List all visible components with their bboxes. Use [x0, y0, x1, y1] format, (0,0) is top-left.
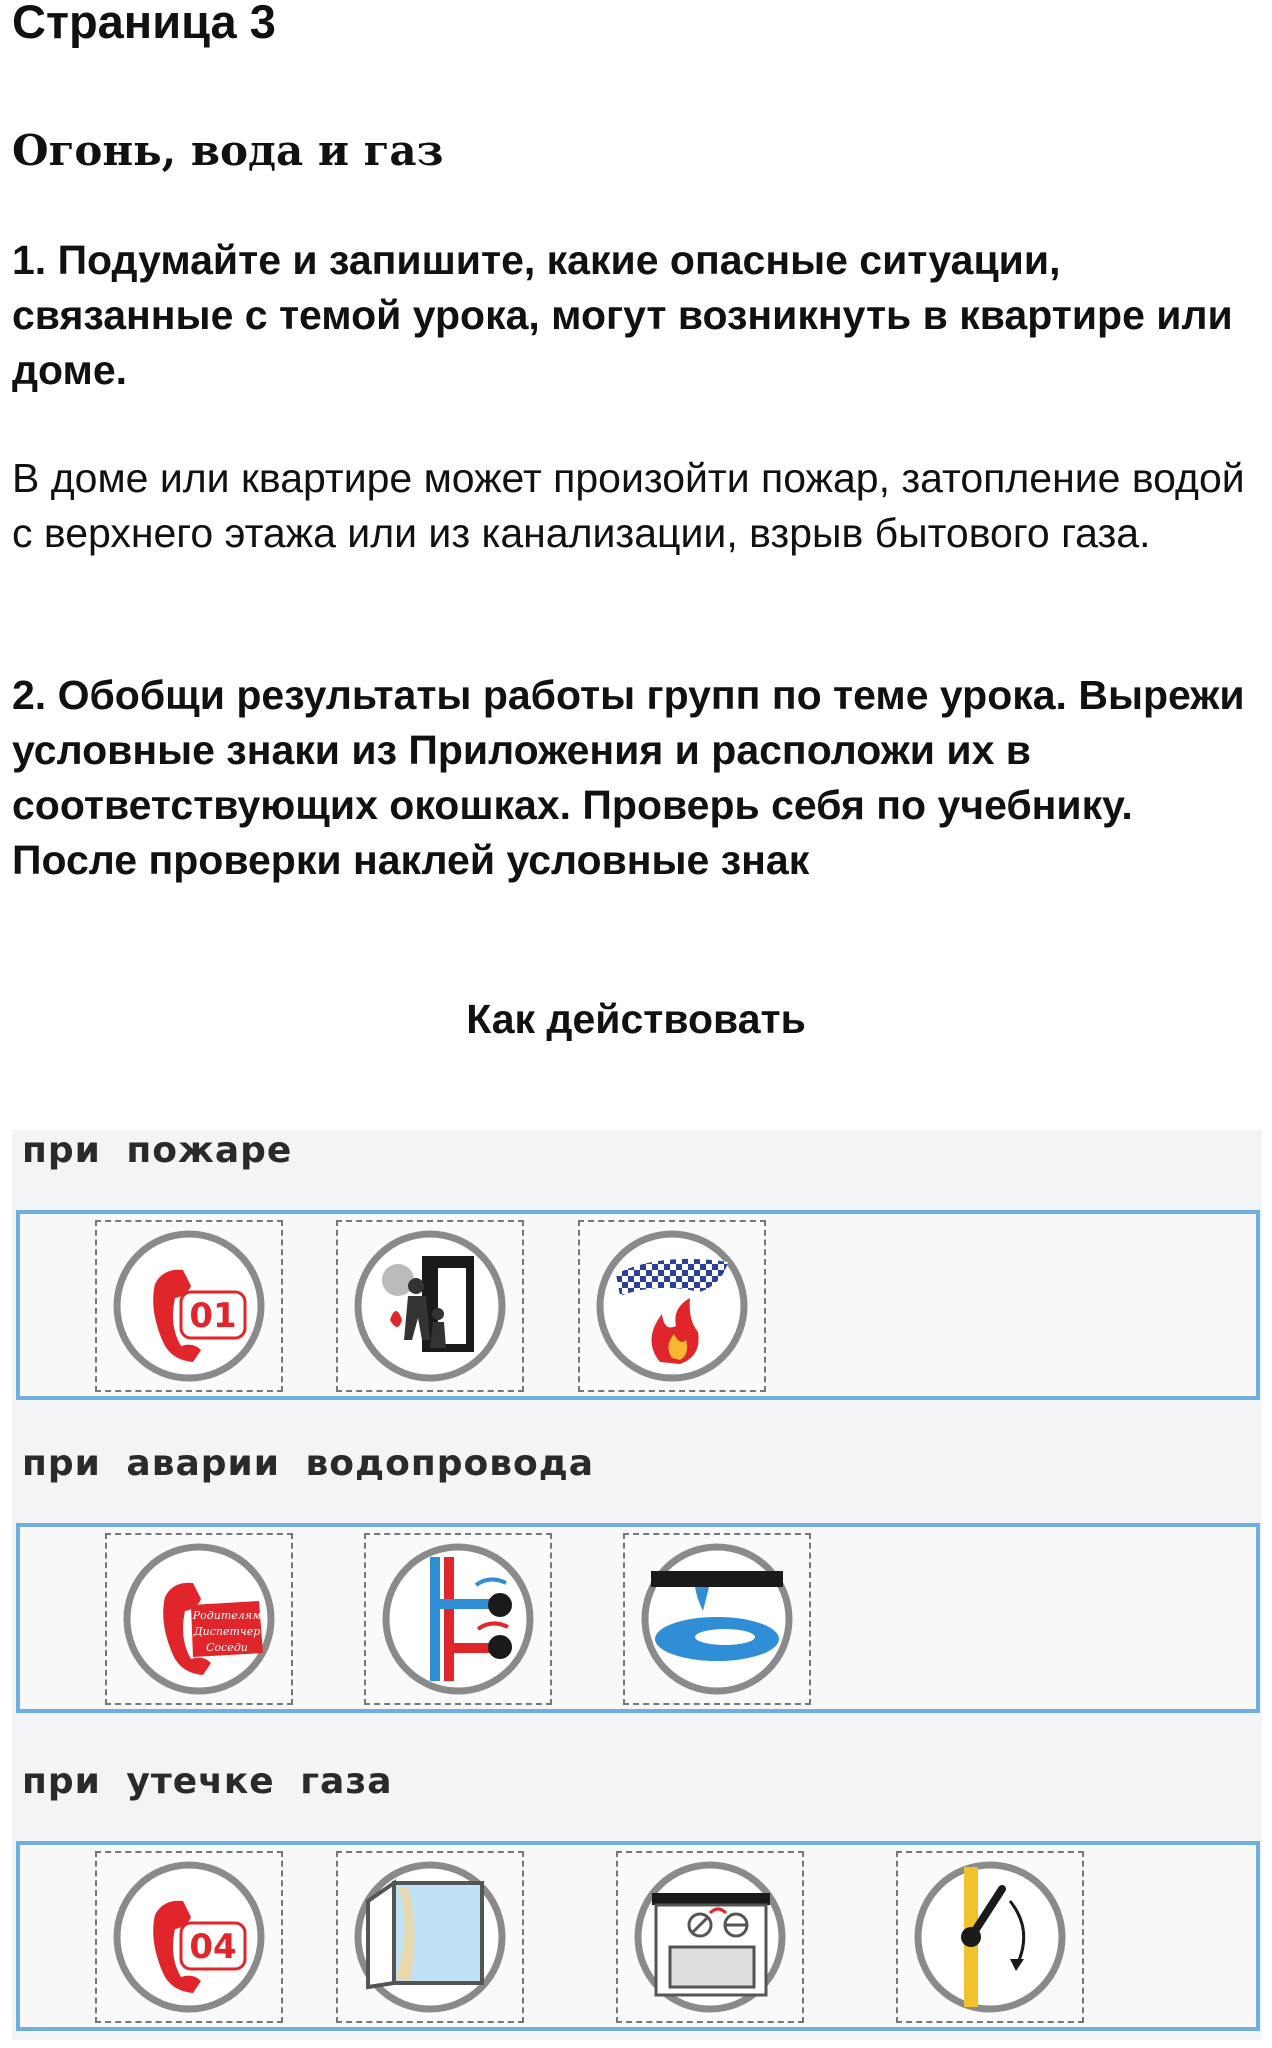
water-icons-strip: [16, 1523, 1260, 1713]
how-to-act-title: Как действовать: [466, 996, 806, 1042]
phone-04-icon: [95, 1851, 283, 2023]
gas-icons-strip: [16, 1841, 1260, 2031]
svg-text:Диспетчер: Диспетчер: [193, 1625, 261, 1638]
task1-question: 1. Подумайте и запишите, какие опасные ситуации, связанные с темой урока, могут возникнуть в квартире или доме.: [12, 237, 1233, 393]
evacuate-icon: [336, 1220, 524, 1392]
phone-dispatcher-icon: [105, 1533, 293, 1705]
task1-answer: В доме или квартире может произойти пожар, затопление водой с верхнего этажа или из канализации, взрыв бытового газа.: [12, 455, 1245, 556]
svg-text:Родителям: Родителям: [192, 1609, 262, 1622]
water-leak-icon: [623, 1533, 811, 1705]
task2-question: 2. Обобщи результаты работы групп по теме урока. Вырежи условные знаки из Приложения и расположи их в соответствующих окошках. Проверь себя по учебнику. После проверки наклей условные знак: [12, 672, 1245, 883]
textbook-scan: [12, 1130, 1262, 2040]
section-label-water: при аварии водопровода: [22, 1443, 595, 1484]
wet-cloth-fire-icon: [578, 1220, 766, 1392]
lesson-title: Огонь, вода и газ: [12, 126, 444, 175]
phone-number-01: 01: [189, 1296, 237, 1336]
fire-icons-strip: [16, 1210, 1260, 1400]
phone-01-icon: [95, 1220, 283, 1392]
turn-off-stove-icon: [616, 1851, 804, 2023]
page-title: Страница 3: [12, 0, 276, 48]
open-window-icon: [336, 1851, 524, 2023]
section-label-fire: при пожаре: [22, 1130, 293, 1171]
section-label-gas: при утечке газа: [22, 1761, 393, 1802]
svg-text:Соседи: Соседи: [206, 1641, 248, 1654]
shut-valves-icon: [364, 1533, 552, 1705]
phone-number-04: 04: [189, 1927, 237, 1967]
gas-valve-icon: [896, 1851, 1084, 2023]
